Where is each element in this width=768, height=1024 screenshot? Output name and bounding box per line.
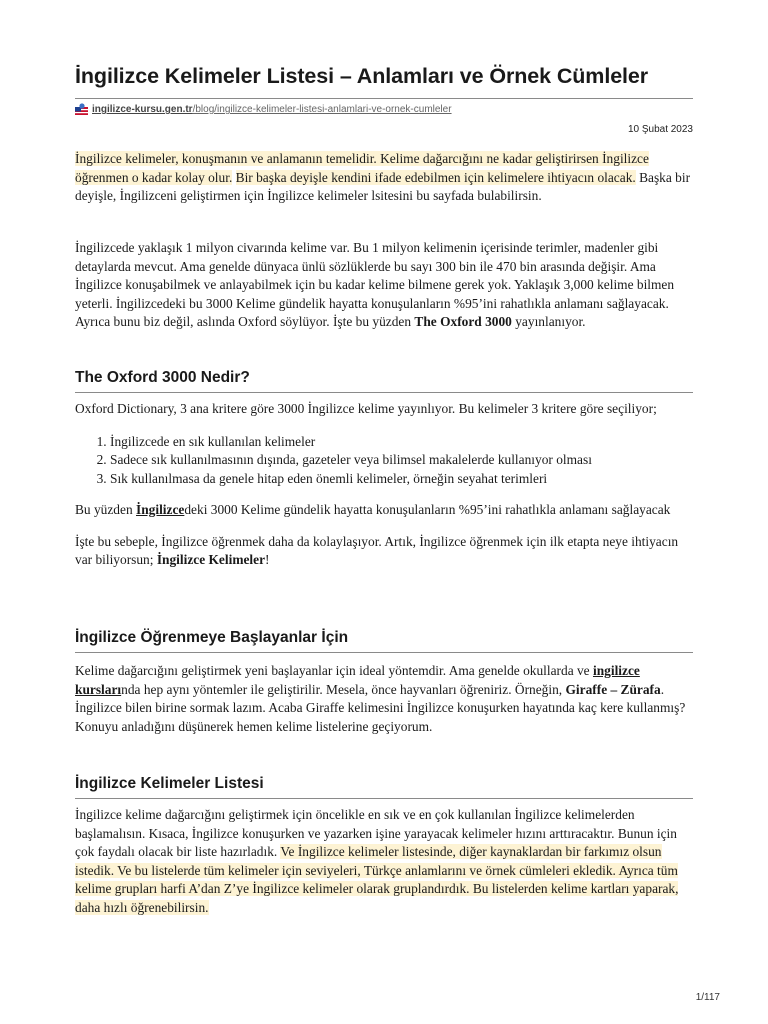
conclusion-pre: İşte bu sebeple, İngilizce öğrenmek daha da kolaylaşıyor. Artık, İngilizce öğrenmek için ilk etapta neye ihtiyacın var biliyorsun; (75, 533, 679, 567)
list-item: 3. Sık kullanılmasa da genele hitap eden önemli kelimeler, örneğin seyahat terimleri (110, 470, 693, 489)
paragraph-oxford-end: yayınlanıyor. (511, 314, 586, 329)
paragraph-oxford (75, 239, 693, 332)
intro-highlight-2: Bir başka deyişle kendini ifade edebilmen için kelimelere ihtiyacın olacak. (235, 169, 636, 185)
paragraph-oxford-text: İngilizcede yaklaşık 1 milyon civarında kelime var. Bu 1 milyon kelimenin içerisinde terimler, madenler gibi detaylarda mevcut. Ama genelde dünyaca ünlü sözlüklerde bu sayı 300 bin ile 470 bin arasında değişir. Ama İngilizce konuşabilmek ve anlayabilmek için bu kadar kelime bilmene gerek yok. Yaklaşık 3,000 kelime bilmen yeterli. İngilizcedeki bu 3000 Kelime gündelik hayatta konuşulanların %95’ini rahatlıkla anlamanı sağlayacak. Ayrıca bunu biz değil, aslında Oxford söylüyor. İşte bu yüzden (75, 240, 675, 329)
section-beginners-body (75, 662, 693, 736)
ingilizce-link[interactable]: İngilizce (136, 502, 185, 517)
giraffe-bold: Giraffe – Zürafa (565, 681, 661, 697)
intro-rest: Başka bir deyişle, İngilizceni geliştirmen için İngilizce kelimeler lsitesini bu sayfada bulabilirsin. (75, 169, 691, 203)
conclusion-post: ! (265, 552, 270, 567)
summary-post: deki 3000 Kelime gündelik hayatta konuşulanların %95’ini rahatlıkla anlamanı sağlayacak (184, 502, 671, 517)
section-heading-oxford: The Oxford 3000 Nedir? (75, 369, 693, 393)
beginners-pre: Kelime dağarcığını geliştirmek yeni başlayanlar için ideal yöntemdir. Ama genelde okullarda ve (75, 663, 593, 678)
source-path[interactable]: /blog/ingilizce-kelimeler-listesi-anlamlari-ve-ornek-cumleler (192, 104, 452, 115)
intro-highlight-1: İngilizce kelimeler, konuşmanın ve anlamanın temelidir. Kelime dağarcığını ne kadar geliştirirsen İngilizce öğrenmen o kadar kolay olur. (75, 151, 649, 185)
beginners-mid: nda hep aynı yöntemler ile geliştirilir. Mesela, önce hayvanları öğreniriz. Örneğin, (121, 681, 566, 697)
oxford-intro: Oxford Dictionary, 3 ana kritere göre 3000 İngilizce kelime yayınlıyor. Bu kelimeler 3 kritere göre seçiliyor; (75, 401, 657, 416)
list-highlight: Ve İngilizce kelimeler listesinde, diğer kaynaklardan bir farkımız olsun istedik. Ve bu listelerde tüm kelimeler için seviyeleri, Türkçe anlamlarını ve örnek cümleleri ekledik. Ayrıca tüm kelime grupları harfi A’dan Z’ye İngilizce kelimeler olarak gruplandırdık. Bu listelerden kelime kartları yaparak, daha hızlı öğrenebilirsin. (75, 844, 679, 915)
intro-paragraph (75, 150, 693, 206)
oxford-summary (75, 501, 693, 520)
oxford-3000-bold: The Oxford 3000 (414, 314, 512, 329)
section-oxford-body (75, 400, 693, 570)
source-domain[interactable]: ingilizce-kursu.gen.tr (92, 104, 193, 115)
page-title: İngilizce Kelimeler Listesi – Anlamları ve Örnek Cümleler (75, 64, 693, 99)
summary-pre: Bu yüzden (75, 502, 136, 517)
publish-date: 10 Şubat 2023 (627, 124, 693, 135)
page-number: 1/117 (695, 992, 720, 1003)
ingilizce-kurslari-link[interactable]: ingilizce kursları (75, 663, 640, 697)
section-heading-beginners: İngilizce Öğrenmeye Başlayanlar İçin (75, 629, 693, 653)
section-list-body (75, 806, 693, 917)
beginners-post: . İngilizce bilen birine sormak lazım. Acaba Giraffe kelimesini İngilizce konuşurken hayatında kaç kere kullanmış? Konuyu anladığını düşünerek hemen kelime listelerine geçiyorum. (75, 681, 686, 734)
section-heading-list: İngilizce Kelimeler Listesi (75, 775, 693, 799)
criteria-list (75, 433, 693, 489)
list-pre: İngilizce kelime dağarcığını geliştirmek için öncelikle en sık ve en çok kullanılan İngilizce kelimelerden başlamalısın. Kısaca, İngilizce konuşurken ve yazarken işine yarayacak kelimeler hızını arttıracaktır. Bunun için çok faydalı olacak bir liste hazırladık. (75, 807, 677, 859)
oxford-conclusion (75, 533, 693, 570)
site-favicon-icon (75, 103, 88, 116)
list-item: 1. İngilizcede en sık kullanılan kelimeler (110, 433, 693, 452)
conclusion-bold: İngilizce Kelimeler (156, 552, 266, 567)
source-link[interactable] (75, 103, 452, 116)
list-item: 2. Sadece sık kullanılmasının dışında, gazeteler veya bilimsel makalelerde kullanıyor olması (110, 451, 693, 470)
